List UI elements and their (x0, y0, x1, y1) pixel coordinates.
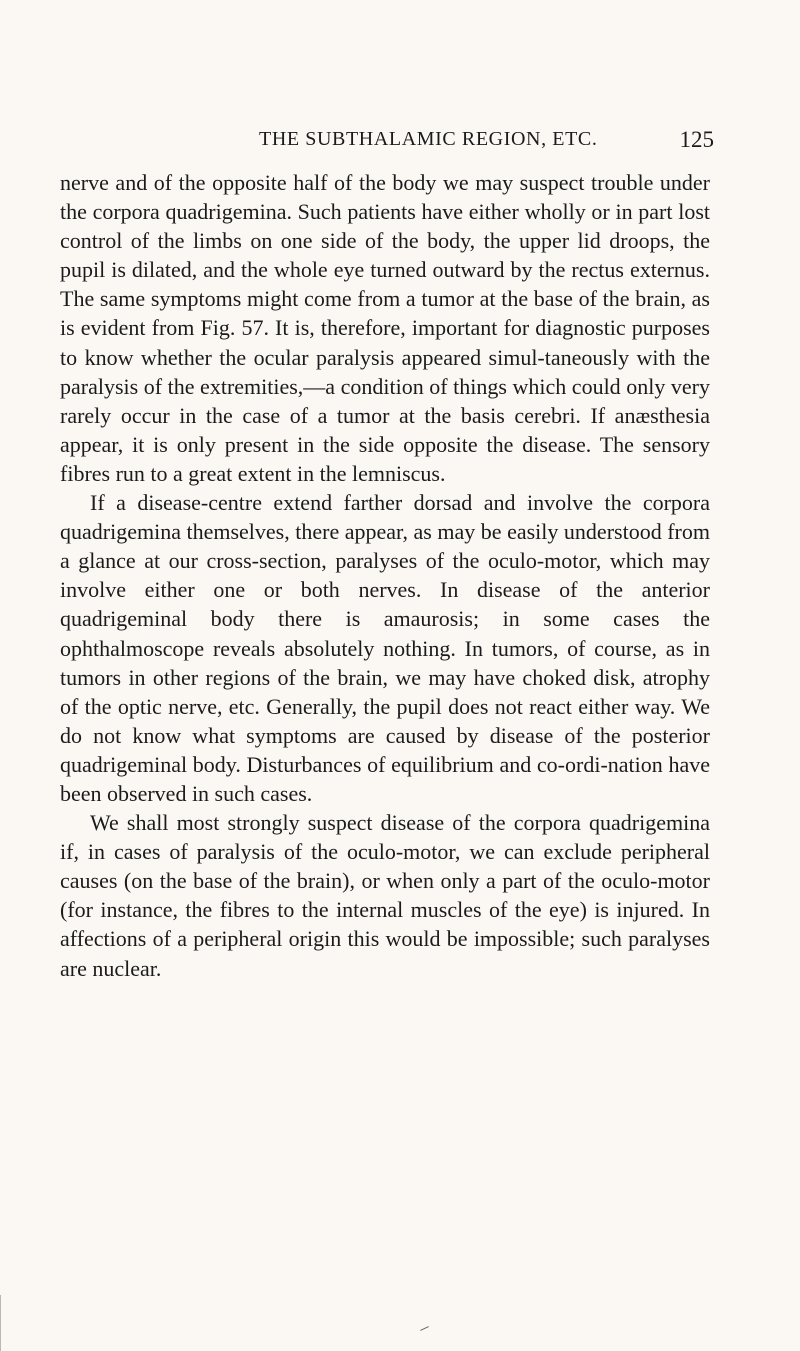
left-margin-edge (0, 1295, 1, 1351)
paragraph-3: We shall most strongly suspect disease of the corpora quadrigemina if, in cases of paralysis of the oculo-motor, we can exclude peripheral causes (on the base of the brain), or when only a part of the oculo-motor (for instance, the fibres to the internal muscles of the eye) is injured. In affections of a peripheral origin this would be impossible; such paralyses are nuclear. (60, 810, 710, 981)
stray-ink-mark (420, 1326, 429, 1331)
running-title: THE SUBTHALAMIC REGION, ETC. (259, 128, 598, 150)
paragraph-1: nerve and of the opposite half of the body we may suspect trouble under the corpora quadrigemina. Such patients have either wholly or in part lost control of the limbs on one side of the body, the upper lid droops, the pupil is dilated, and the whole eye turned outward by the rectus externus. The same symptoms might come from a tumor at the base of the brain, as is evident from Fig. 57. It is, therefore, important for diagnostic purposes to know whether the ocular paralysis appeared simul-taneously with the paralysis of the extremities,—a condition of things which could only very rarely occur in the case of a tumor at the basis cerebri. If anæsthesia appear, it is only present in the side opposite the disease. The sensory fibres run to a great extent in the lemniscus. (60, 170, 710, 486)
running-header (60, 127, 714, 156)
page-number: 125 (679, 127, 714, 152)
paragraph-2: If a disease-centre extend farther dorsad and involve the corpora quadrigemina themselves, there appear, as may be easily understood from a glance at our cross-section, paralyses of the oculo-motor, which may involve either one or both nerves. In disease of the anterior quadrigeminal body there is amaurosis; in some cases the ophthalmoscope reveals absolutely nothing. In tumors, of course, as in tumors in other regions of the brain, we may have choked disk, atrophy of the optic nerve, etc. Generally, the pupil does not react either way. We do not know what symptoms are caused by disease of the posterior quadrigeminal body. Disturbances of equilibrium and co-ordi-nation have been observed in such cases. (60, 490, 710, 806)
body-text (60, 168, 710, 983)
